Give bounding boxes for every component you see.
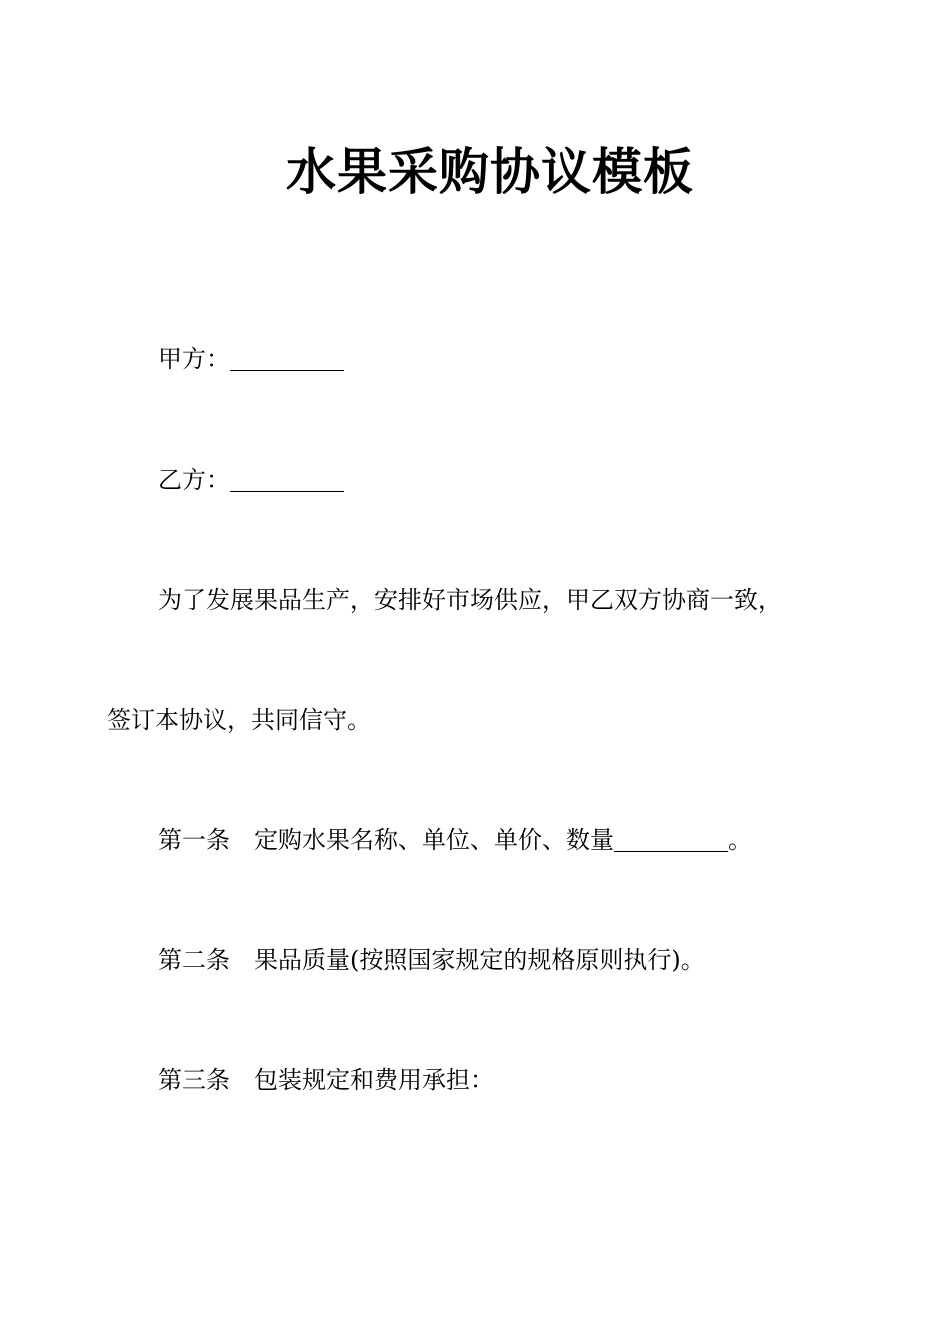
intro-line-2: 签订本协议，共同信守。 [107,706,371,734]
party-a-label: 甲方： [158,345,230,373]
article-1-text: 定购水果名称、单位、单价、数量 [254,826,614,854]
party-b-blank [230,469,344,492]
article-2-label: 第二条 [158,946,230,974]
party-a-blank [230,348,344,371]
article-3-label: 第三条 [158,1066,230,1094]
article-3 [158,1063,494,1097]
article-2 [158,943,705,977]
article-1-end: 。 [728,826,752,854]
party-a-line [158,342,344,376]
article-1-label: 第一条 [158,826,230,854]
article-1-blank [614,829,728,852]
party-b-line [158,463,344,497]
article-1 [158,823,752,857]
party-b-label: 乙方： [158,466,230,494]
article-3-text: 包装规定和费用承担： [254,1066,494,1094]
document-title: 水果采购协议模板 [286,143,694,201]
article-2-text: 果品质量(按照国家规定的规格原则执行)。 [254,946,705,974]
intro-line-1: 为了发展果品生产，安排好市场供应，甲乙双方协商一致， [158,586,782,614]
